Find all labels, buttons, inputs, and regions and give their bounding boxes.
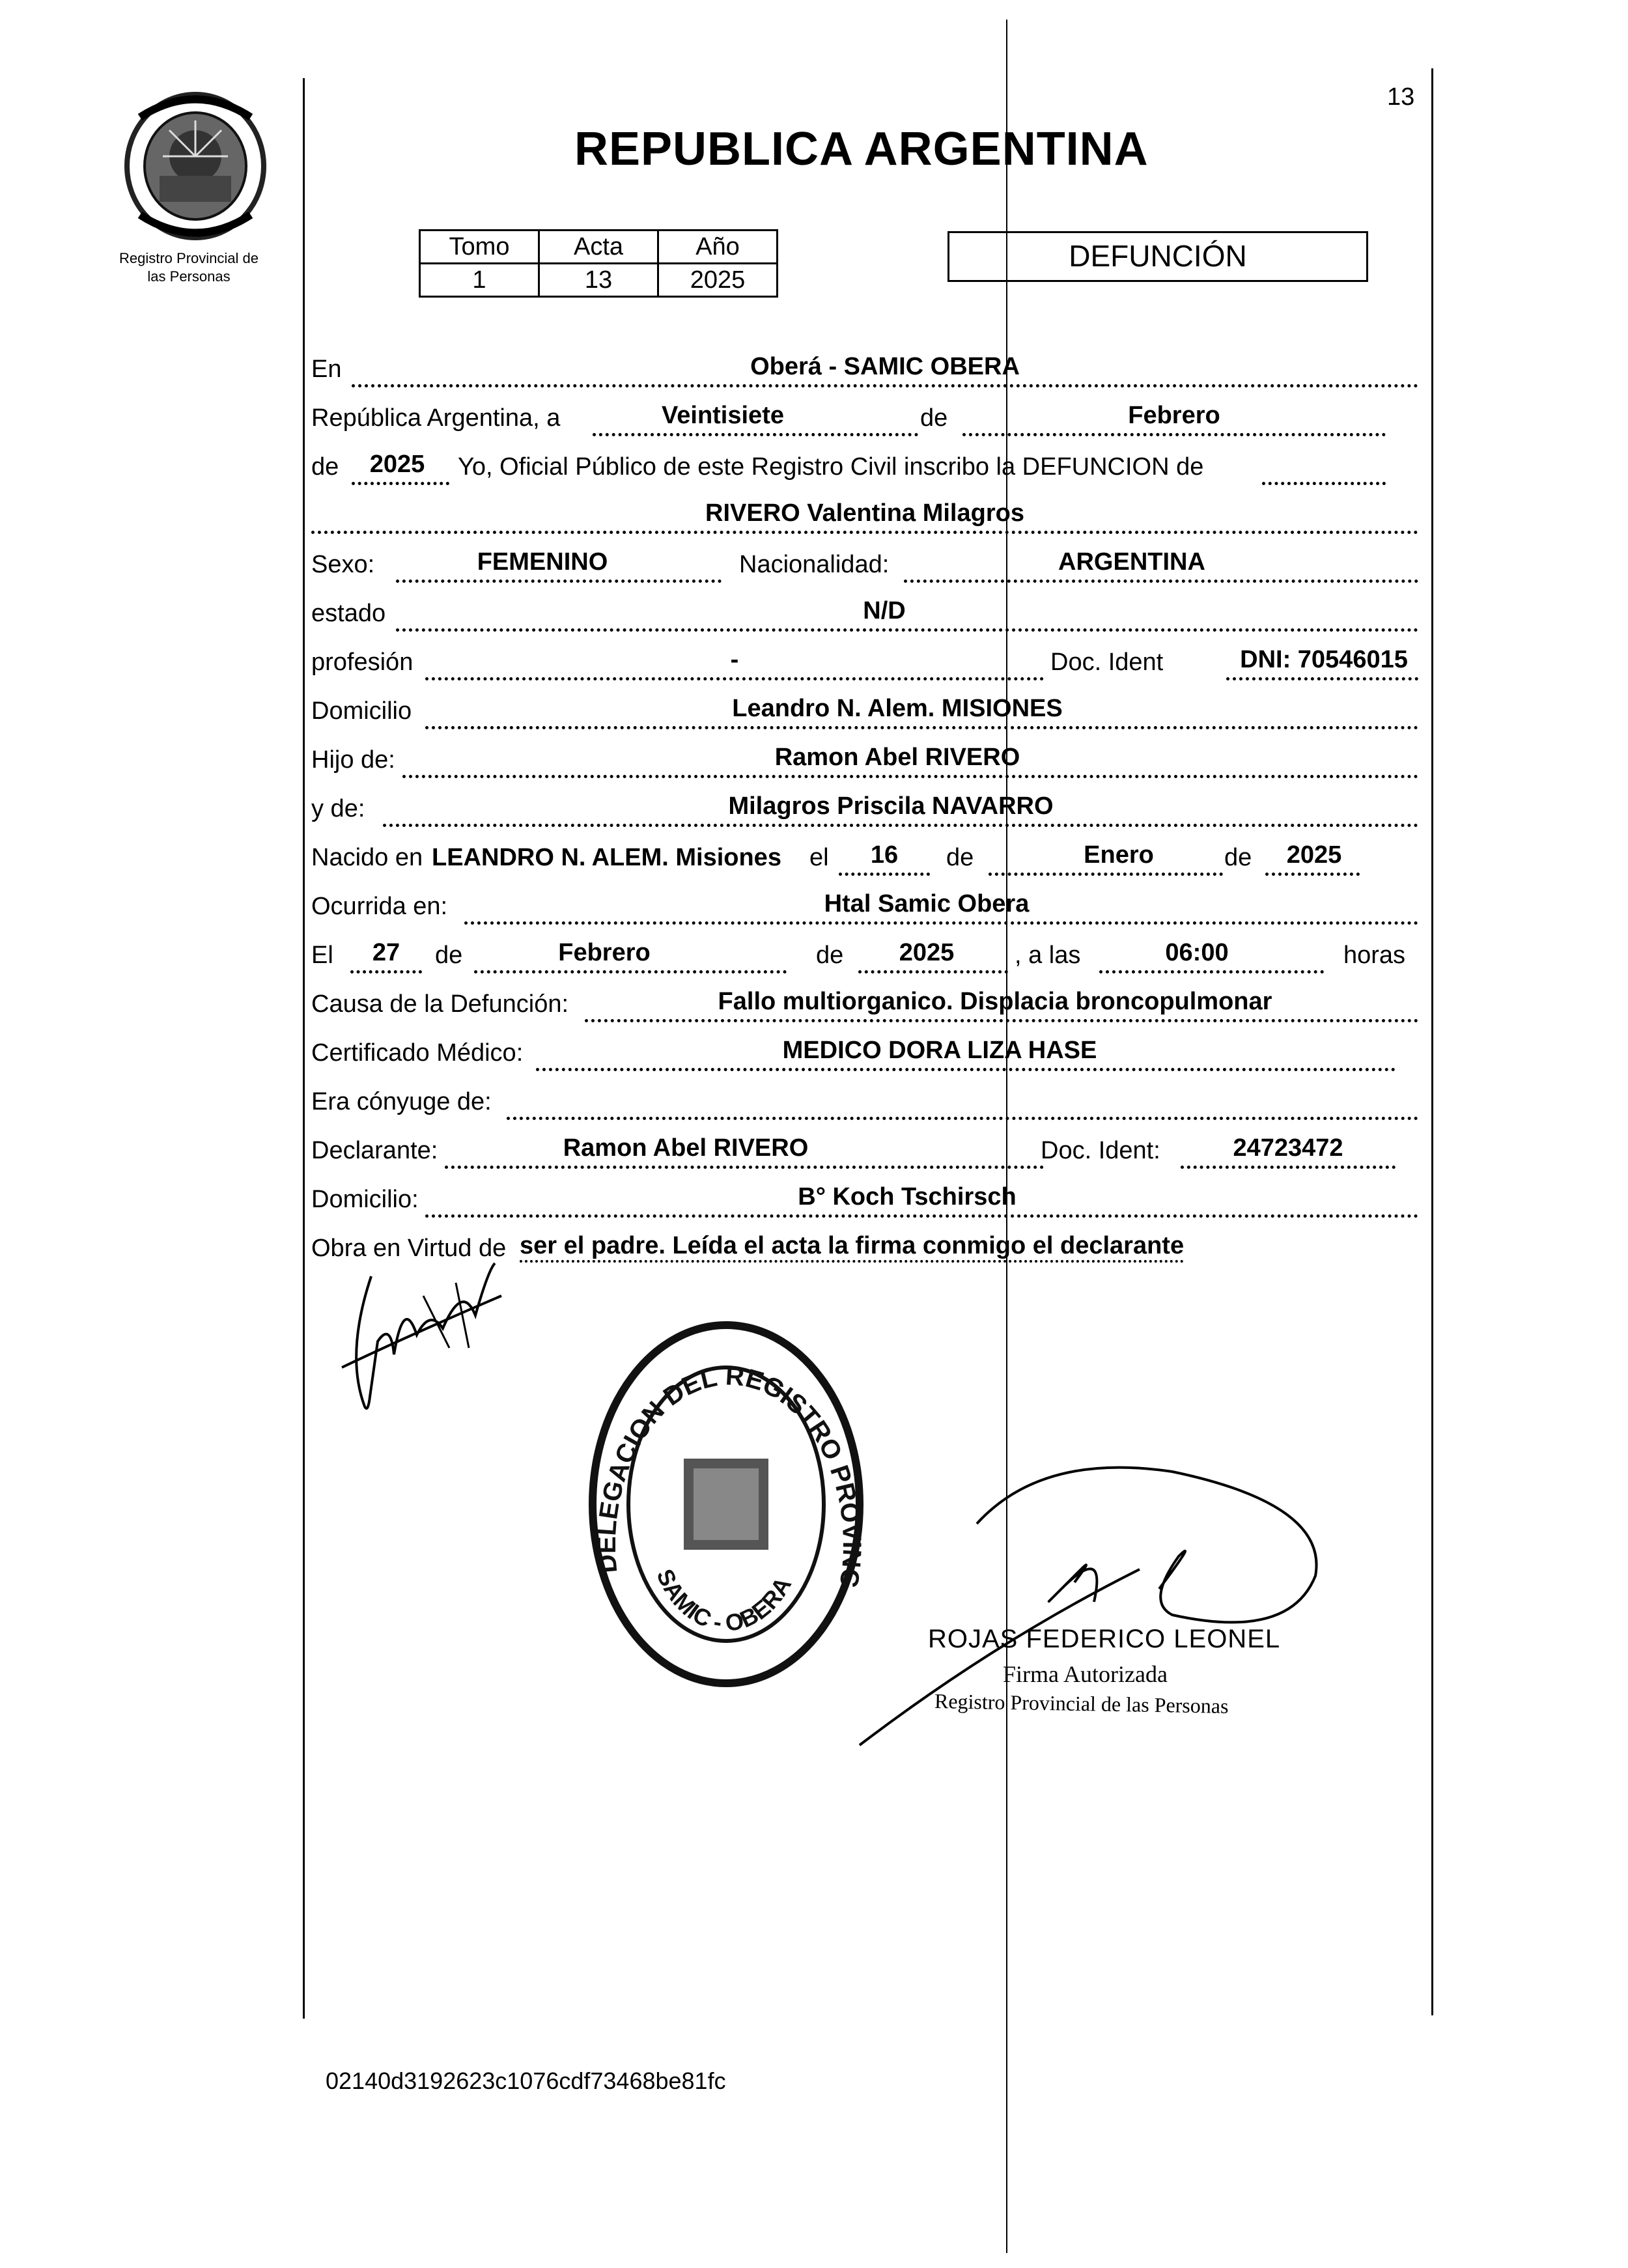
provincial-seal-icon [120, 91, 270, 241]
birth-year-value: 2025 [1286, 841, 1342, 869]
row-civil-status: estado N/D [311, 593, 1418, 632]
record-type-box [947, 231, 1368, 282]
row-cause: Causa de la Defunción: Fallo multiorganico. Displacia broncopulmonar [311, 983, 1418, 1022]
birth-place-value: LEANDRO N. ALEM. Misiones [432, 844, 781, 871]
acta-header: Acta [539, 231, 658, 264]
deceased-name: RIVERO Valentina Milagros [705, 499, 1024, 527]
stamp-inner-text: SAMIC - OBERA [651, 1565, 797, 1637]
nationality-value: ARGENTINA [1058, 548, 1205, 576]
year-value: 2025 [369, 451, 425, 478]
row-certificate: Certificado Médico: MEDICO DORA LIZA HASE [311, 1032, 1418, 1071]
row-birth: Nacido en LEANDRO N. ALEM. Misiones el 16 de Enero de 2025 [311, 837, 1418, 876]
doc-ident-value: DNI: 70546015 [1240, 646, 1408, 673]
tomo-value: 1 [420, 264, 539, 297]
record-table [419, 229, 778, 298]
row-place: En Oberá - SAMIC OBERA [311, 348, 1418, 387]
tomo-header: Tomo [420, 231, 539, 264]
record-type: DEFUNCIÓN [1069, 239, 1247, 273]
occurred-value: Htal Samic Obera [824, 890, 1030, 917]
svg-text:SAMIC - OBERA [651, 1565, 796, 1636]
row-declarant-address: Domicilio: B° Koch Tschirsch [311, 1179, 1418, 1218]
document-hash: 02140d3192623c1076cdf73468be81fc [326, 2067, 726, 2094]
row-sex-nationality: Sexo: FEMENINO Nacionalidad: ARGENTINA [311, 544, 1418, 583]
civil-status-value: N/D [863, 597, 906, 624]
birth-day-value: 16 [870, 841, 899, 869]
row-spouse: Era cónyuge de: [311, 1081, 1418, 1120]
handwritten-signature-icon [332, 1257, 527, 1426]
registry-label: Registro Provincial de las Personas [119, 250, 259, 285]
record-table-values [420, 264, 778, 297]
page-number: 13 [1387, 83, 1415, 111]
official-name: ROJAS FEDERICO LEONEL [928, 1625, 1281, 1653]
declarant-signature [332, 1257, 527, 1426]
ano-value: 2025 [658, 264, 778, 297]
declarant-doc-value: 24723472 [1233, 1134, 1343, 1162]
official-registry: Registro Provincial de las Personas [934, 1689, 1229, 1718]
row-inscribe: de 2025 Yo, Oficial Público de este Registro Civil inscribo la DEFUNCION de [311, 446, 1418, 485]
page-title: REPUBLICA ARGENTINA [574, 123, 1149, 175]
death-month-value: Febrero [558, 939, 651, 966]
row-date: República Argentina, a Veintisiete de Febrero [311, 397, 1418, 436]
registry-seal [120, 91, 270, 241]
row-death-date: El 27 de Febrero de 2025 , a las 06:00 horas [311, 934, 1418, 973]
obra-value: ser el padre. Leída el acta la firma conmigo el declarante [520, 1232, 1184, 1263]
profession-value: - [730, 646, 739, 673]
certificate-value: MEDICO DORA LIZA HASE [782, 1037, 1097, 1064]
mother-value: Milagros Priscila NAVARRO [728, 792, 1054, 820]
row-address: Domicilio Leandro N. Alem. MISIONES [311, 690, 1418, 729]
place-value: Oberá - SAMIC OBERA [750, 353, 1020, 380]
death-day-value: 27 [372, 939, 400, 966]
stamp-seal-icon [580, 1309, 873, 1700]
left-margin-rule [303, 78, 305, 2019]
row-obra: Obra en Virtud de ser el padre. Leída el acta la firma conmigo el declarante [311, 1232, 1185, 1262]
row-declarant: Declarante: Ramon Abel RIVERO Doc. Ident: 24723472 [311, 1130, 1418, 1169]
right-margin-rule [1431, 68, 1433, 2015]
birth-month-value: Enero [1084, 841, 1154, 869]
row-mother: y de: Milagros Priscila NAVARRO [311, 788, 1418, 827]
official-role: Firma Autorizada [1003, 1661, 1168, 1687]
address-value: Leandro N. Alem. MISIONES [732, 695, 1063, 722]
father-value: Ramon Abel RIVERO [774, 744, 1020, 771]
cause-value: Fallo multiorganico. Displacia broncopulmonar [718, 988, 1272, 1015]
ano-header: Año [658, 231, 778, 264]
row-occurred: Ocurrida en: Htal Samic Obera [311, 886, 1418, 925]
stamp-outer-text: DELEGACION DEL REGISTRO PROVINC [592, 1362, 867, 1589]
row-father: Hijo de: Ramon Abel RIVERO [311, 739, 1418, 778]
row-deceased-name [311, 495, 1418, 534]
death-time-value: 06:00 [1165, 939, 1229, 966]
official-stamp [580, 1309, 873, 1700]
declarant-address-value: B° Koch Tschirsch [798, 1183, 1017, 1211]
declarant-value: Ramon Abel RIVERO [563, 1134, 809, 1162]
acta-value: 13 [539, 264, 658, 297]
row-profession: profesión - Doc. Ident DNI: 70546015 [311, 641, 1418, 680]
day-words: Veintisiete [662, 402, 784, 429]
record-table-header [420, 231, 778, 264]
death-year-value: 2025 [899, 939, 955, 966]
sex-value: FEMENINO [477, 548, 608, 576]
month-value: Febrero [1128, 402, 1220, 429]
